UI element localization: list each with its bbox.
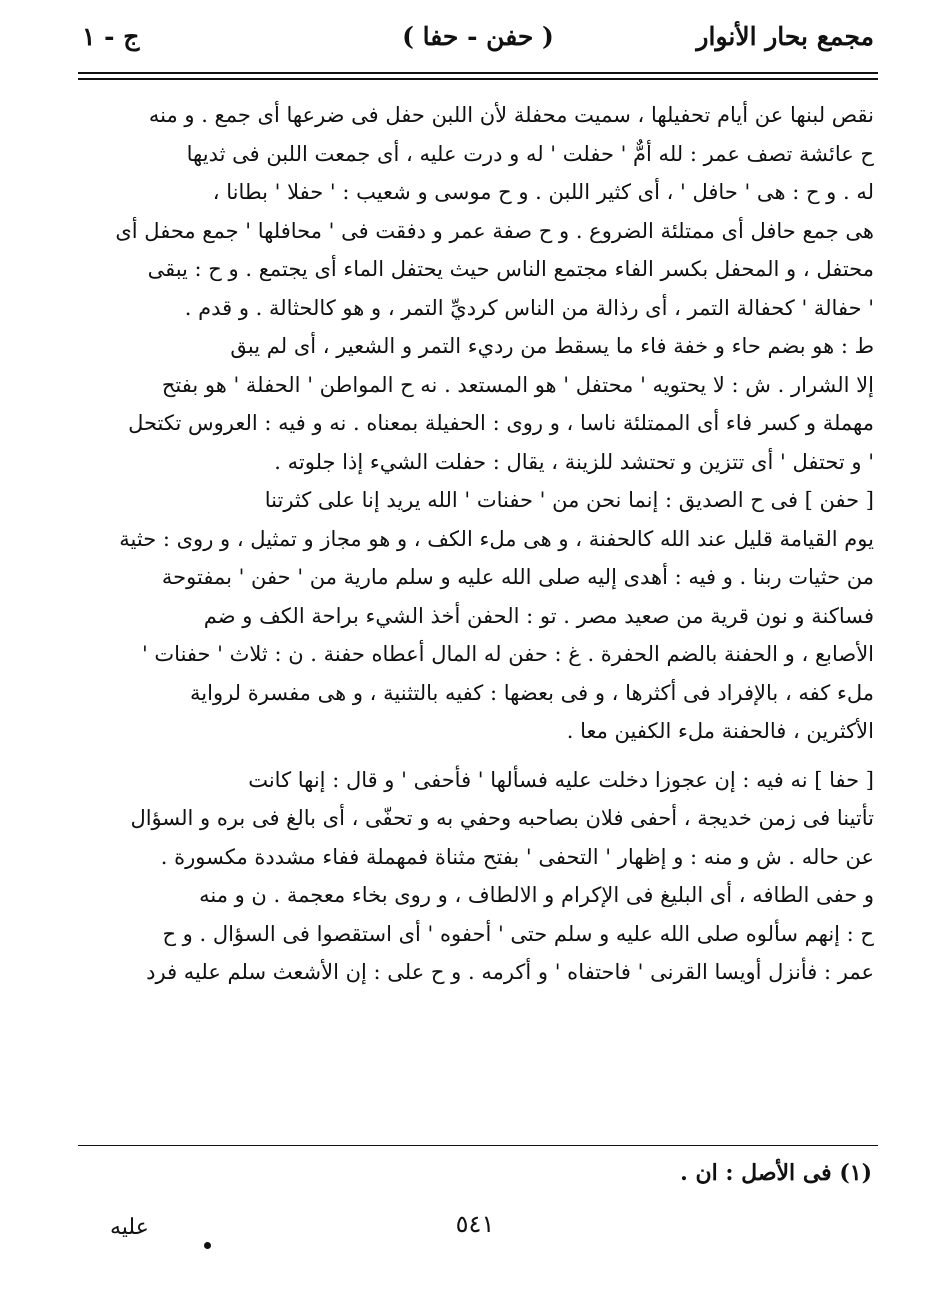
book-title: مجمع بحار الأنوار: [696, 22, 874, 51]
ink-dot: [204, 1242, 211, 1249]
text-line: هى جمع حافل أى ممتلئة الضروع . و ح صفة عمر و دفقت فى ' محافلها ' جمع محفل أى: [115, 218, 874, 243]
page-number: ٥٤١: [455, 1210, 495, 1238]
text-line: ط : هو بضم حاء و خفة فاء ما يسقط من رديء التمر و الشعير ، أى لم يبق: [230, 334, 874, 358]
text-line: نقص لبنها عن أيام تحفيلها ، سميت محفلة لأن اللبن حفل فى ضرعها أى جمع . و منه: [148, 103, 874, 127]
running-header: [82, 22, 874, 64]
text-line: و حفى الطافه ، أى البليغ فى الإكرام و الالطاف ، و روى بخاء معجمة . ن و منه: [199, 883, 874, 907]
catchword: عليه: [110, 1215, 149, 1240]
entry-heading-line: [ حفن ] فى ح الصديق : إنما نحن من ' حفنات ' الله يريد إنا على كثرتنا: [264, 488, 874, 512]
text-line: يوم القيامة قليل عند الله كالحفنة ، و هى ملء الكف ، و هو مجاز و تمثيل ، و روى : حثية: [119, 526, 874, 551]
text-line: الأصابع ، و الحفنة بالضم الحفرة . غ : حفن له المال أعطاه حفنة . ن : ثلاث ' حفنات ': [141, 642, 874, 666]
text-line: له . و ح : هى ' حافل ' ، أى كثير اللبن . و ح موسى و شعيب : ' حفلا ' بطانا ،: [212, 180, 874, 204]
text-line: ح عائشة تصف عمر : لله أمٌّ ' حفلت ' له و درت عليه ، أى جمعت اللبن فى ثديها: [186, 141, 874, 166]
text-line: مهملة و كسر فاء أى الممتلئة ناسا ، و روى : الحفيلة بمعناه . نه و فيه : العروس تكتحل: [128, 411, 874, 435]
text-line: تأتينا فى زمن خديجة ، أحفى فلان بصاحبه وحفي به و تحفّى ، أى بالغ فى بره و السؤال: [130, 806, 874, 830]
text-line: من حثيات ربنا . و فيه : أهدى إليه صلى الله عليه و سلم مارية من ' حفن ' بمفتوحة: [161, 565, 874, 589]
body-text: [84, 96, 874, 992]
text-line: ' و تحتفل ' أى تتزين و تحتشد للزينة ، يقال : حفلت الشيء إذا جلوته .: [274, 449, 874, 474]
text-line: ح : إنهم سألوه صلى الله عليه و سلم حتى ' أحفوه ' أى استقصوا فى السؤال . و ح: [162, 921, 874, 946]
text-line: عمر : فأنزل أويسا القرنى ' فاحتفاه ' و أكرمه . و ح على : إن الأشعث سلم عليه فرد: [146, 960, 874, 984]
text-line: فساكنة و نون قرية من صعيد مصر . تو : الحفن أخذ الشيء براحة الكف و ضم: [203, 603, 874, 628]
entry-range: ( حفن - حفا ): [402, 22, 554, 51]
footnote-rule: [78, 1145, 878, 1146]
text-line: ' حفالة ' كحفالة التمر ، أى رذالة من الناس كرديِّ التمر ، و هو كالحثالة . و قدم .: [184, 295, 874, 320]
header-rule-bottom: [78, 78, 878, 80]
entry-heading-line: [ حفا ] نه فيه : إن عجوزا دخلت عليه فسألها ' فأحفى ' و قال : إنها كانت: [248, 767, 874, 792]
text-line: ملء كفه ، بالإفراد فى أكثرها ، و فى بعضها : كفيه بالتثنية ، و هى مفسرة لرواية: [190, 680, 874, 705]
text-line: الأكثرين ، فالحفنة ملء الكفين معا .: [566, 719, 874, 743]
text-line: إلا الشرار . ش : لا يحتويه ' محتفل ' هو المستعد . نه ح المواطن ' الحفلة ' هو بفتح: [161, 372, 874, 397]
text-line: عن حاله . ش و منه : و إظهار ' التحفى ' بفتح مثناة فمهملة ففاء مشددة مكسورة .: [160, 844, 874, 869]
header-rule-top: [78, 72, 878, 74]
text-line: محتفل ، و المحفل بكسر الفاء مجتمع الناس حيث يحتفل الماء أى يجتمع . و ح : يبقى: [147, 257, 874, 281]
volume-label: ج - ١: [82, 22, 140, 51]
footnote: (١) فى الأصل : ان .: [680, 1160, 872, 1186]
